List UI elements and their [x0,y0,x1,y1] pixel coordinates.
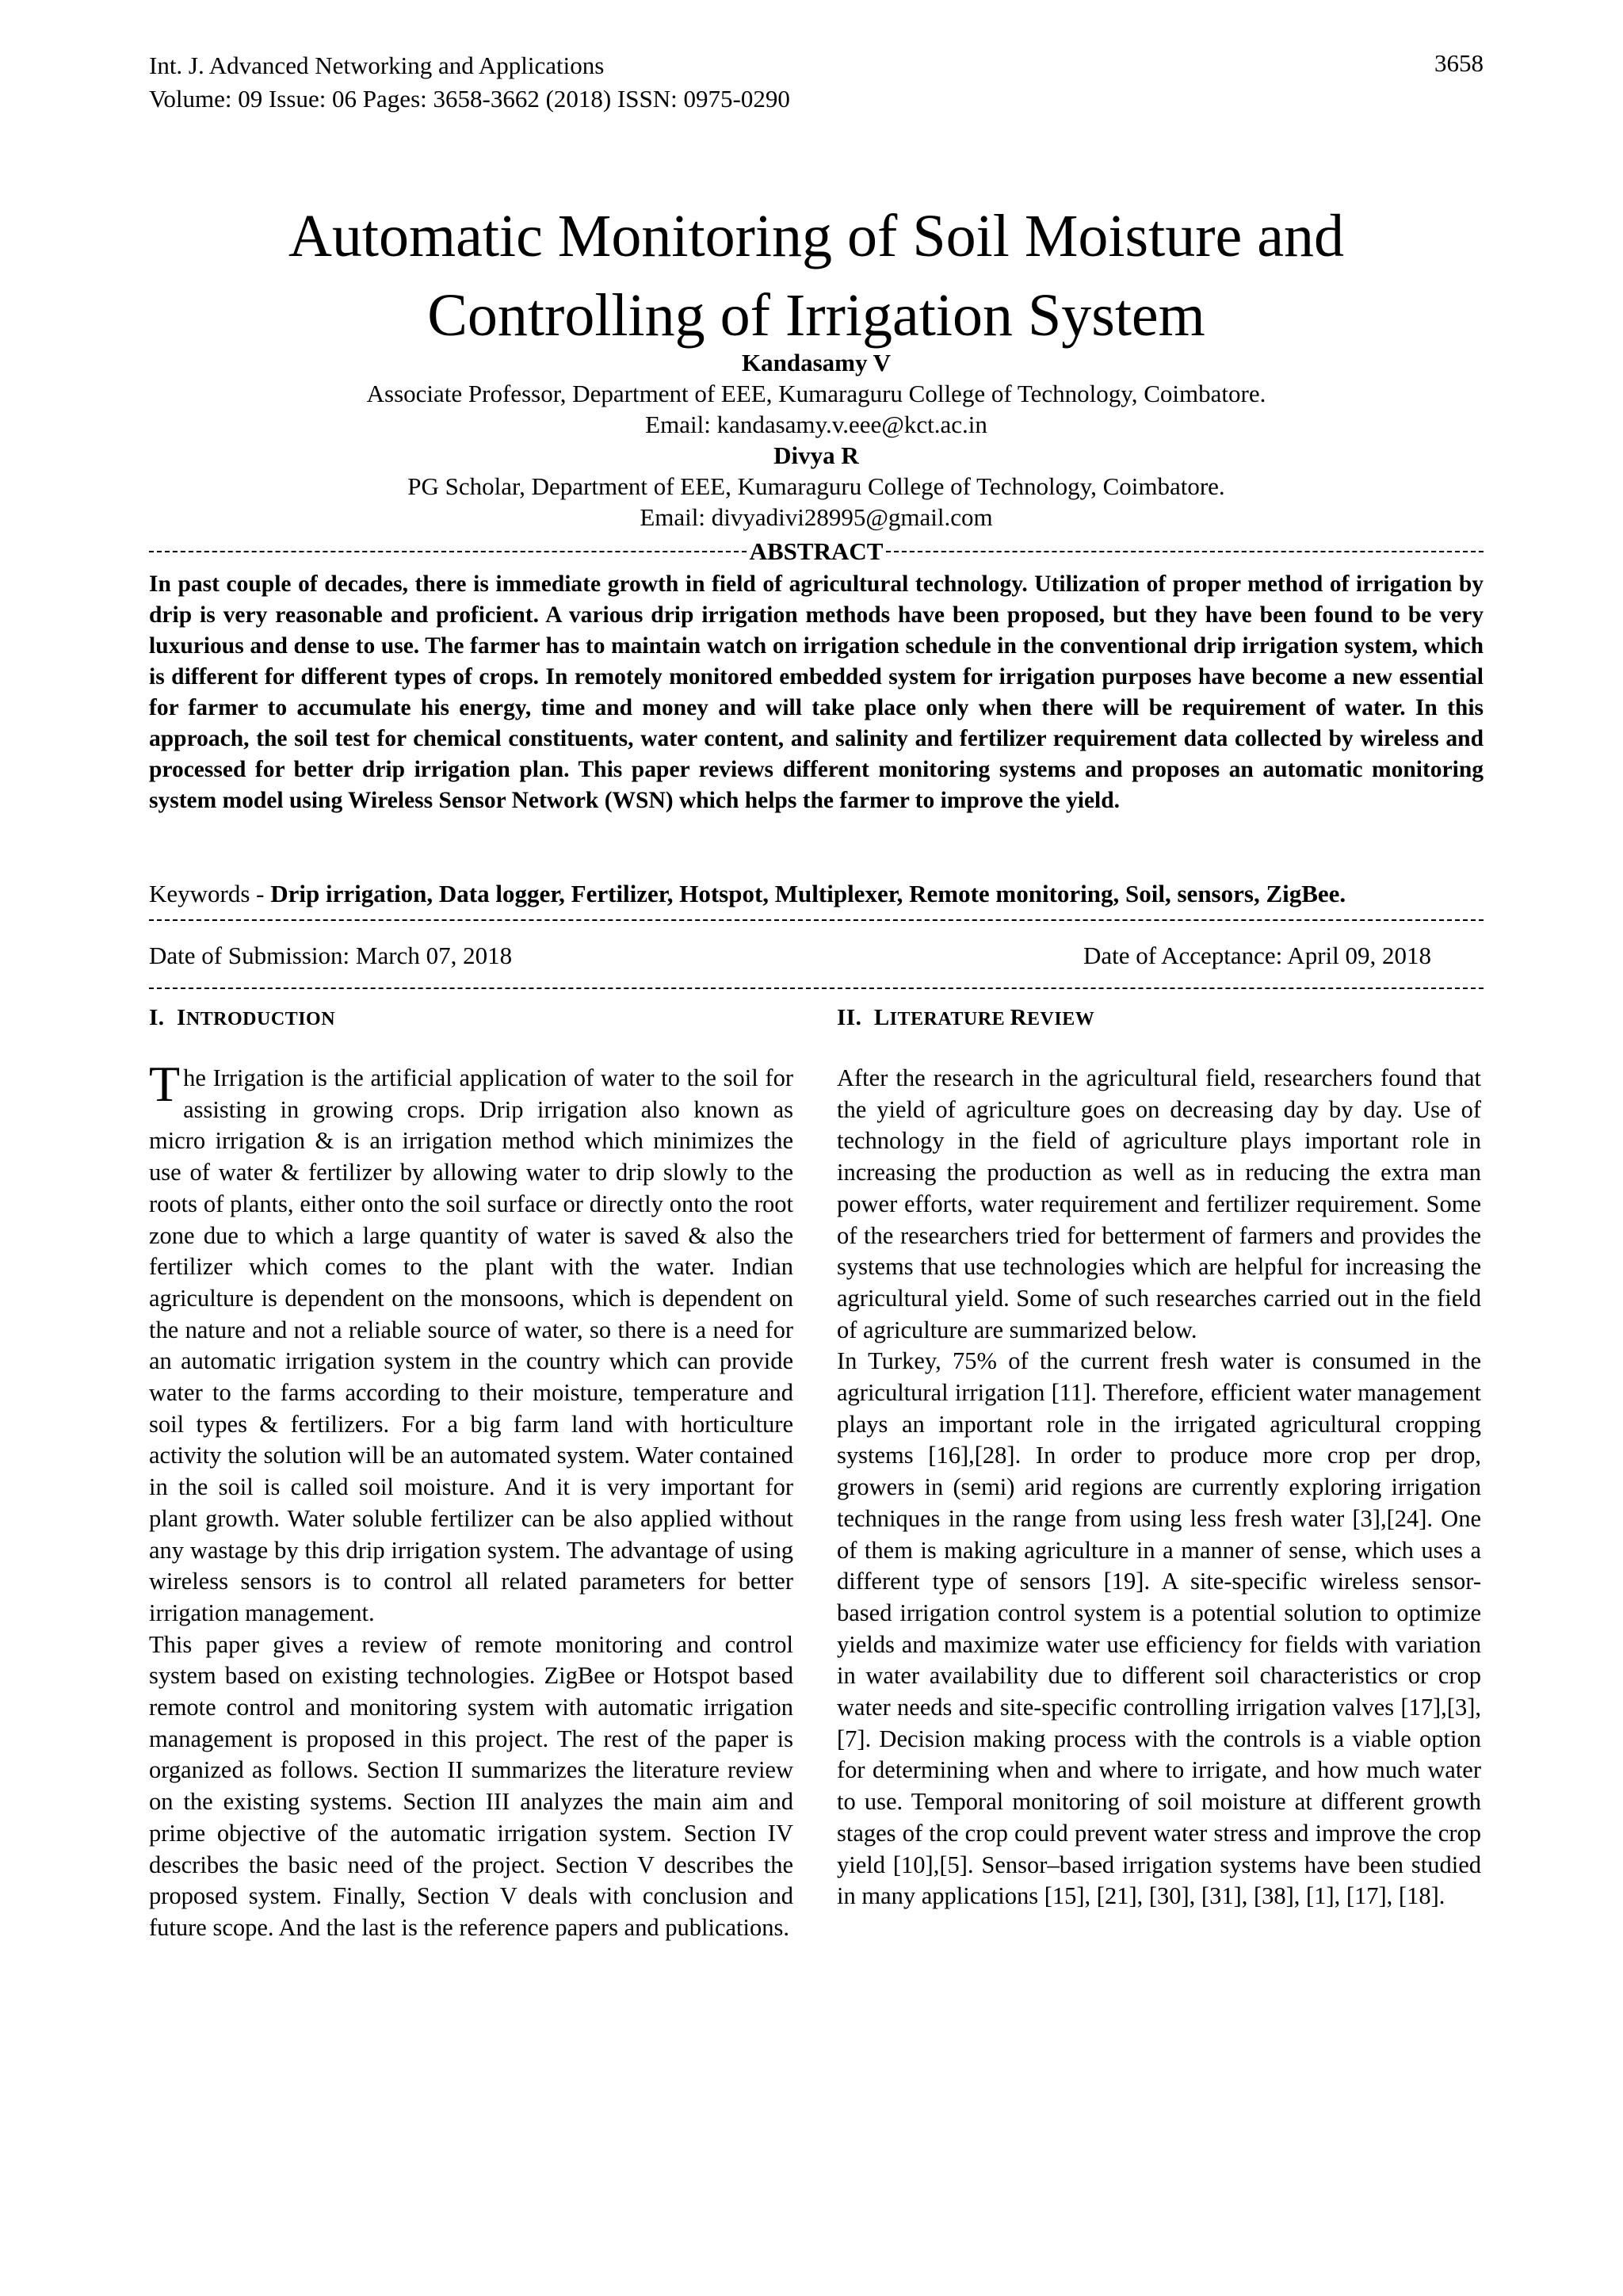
page-number: 3658 [1434,49,1484,77]
journal-volume: Volume: 09 Issue: 06 Pages: 3658-3662 (2018) ISSN: 0975-0290 [149,85,790,113]
literature-paragraph: After the research in the agricultural field, researchers found that the yield of agriculture goes on decreasing day by day. Use of technology in the field of agriculture plays important role in increasing the production as well as in reducing the extra man power efforts, water requirement and fertilizer requirement. Some of the researchers tried for betterment of farmers and provides the systems that use technologies which are helpful for increasing the agricultural yield. Some of such researches carried out in the field of agriculture are summarized below. [837,1064,1481,1343]
author-email: Email: kandasamy.v.eee@kct.ac.in [645,411,987,438]
author-block [149,347,1484,533]
title-line-2: Controlling of Irrigation System [427,282,1205,349]
abstract-rule [149,536,1484,567]
keywords [149,878,1484,910]
dashed-divider [149,919,1484,921]
literature-paragraph: In Turkey, 75% of the current fresh water is consumed in the agricultural irrigation [11]. Therefore, efficient water management plays an important role in the irrigated agricultural cropping systems [16],[28]. In order to produce more crop per drop, growers in (semi) arid regions are currently exploring irrigation techniques in the range from using less fresh water [3],[24]. One of them is making agriculture in a manner of sense, which uses a different type of sensors [19]. A site-specific wireless sensor-based irrigation control system is a potential solution to optimize yields and maximize water use efficiency for fields with variation in water availability due to different soil characteristics or crop water needs and site-specific controlling irrigation valves [17],[3],[7]. Decision making process with the controls is a viable option for determining when and where to irrigate, and how much water to use. Temporal monitoring of soil moisture at different growth stages of the crop could prevent water stress and improve the crop yield [10],[5]. Sensor–based irrigation systems have been studied in many applications [15], [21], [30], [31], [38], [1], [17], [18]. [837,1347,1481,1910]
keywords-list: Drip irrigation, Data logger, Fertilizer, Hotspot, Multiplexer, Remote monitoring, Soil, sensors, ZigBee. [270,880,1346,907]
author-affiliation: PG Scholar, Department of EEE, Kumaraguru College of Technology, Coimbatore. [407,472,1225,500]
keywords-label: Keywords - [149,880,271,907]
dashed-divider [886,551,1484,552]
right-column [837,1005,1481,1912]
section-heading-literature-review: II. LITERATURE REVIEW [837,1005,1095,1030]
section-heading-introduction: I. INTRODUCTION [149,1005,336,1030]
left-column [149,1005,793,1944]
journal-header [149,49,790,116]
abstract-heading: ABSTRACT [749,537,884,565]
journal-name: Int. J. Advanced Networking and Applications [149,52,605,79]
submission-date: Date of Submission: March 07, 2018 [149,942,513,969]
drop-cap: T [149,1056,181,1112]
intro-paragraph: This paper gives a review of remote monitoring and control system based on existing technologies. ZigBee or Hotspot based remote control and monitoring system with automatic irrigation management is proposed in this project. The rest of the paper is organized as follows. Section II summarizes the literature review on the existing systems. Section III analyzes the main aim and prime objective of the automatic irrigation system. Section IV describes the basic need of the project. Section V describes the proposed system. Finally, Section V deals with conclusion and future scope. And the last is the reference papers and publications. [149,1630,793,1941]
acceptance-date: Date of Acceptance: April 09, 2018 [1083,942,1431,969]
dashed-divider [149,988,1484,989]
dates-row [149,942,1431,970]
author-name: Kandasamy V [741,349,892,376]
author-affiliation: Associate Professor, Department of EEE, Kumaraguru College of Technology, Coimbatore. [366,380,1266,407]
author-name: Divya R [773,441,859,469]
author-email: Email: divyadivi28995@gmail.com [640,503,993,531]
intro-paragraph: The Irrigation is the artificial application of water to the soil for assisting in growing crops. Drip irrigation also known as micro irrigation & is an irrigation method which minimizes the use of water & fertilizer by allowing water to drip slowly to the roots of plants, either onto the soil surface or directly onto the root zone due to which a large quantity of water is saved & also the fertilizer which comes to the plant with the water. Indian agriculture is dependent on the monsoons, which is dependent on the nature and not a reliable source of water, so there is a need for an automatic irrigation system in the country which can provide water to the farms according to their moisture, temperature and soil types & fertilizers. For a big farm land with horticulture activity the solution will be an automated system. Water contained in the soil is called soil moisture. And it is very important for plant growth. Water soluble fertilizer can be also applied without any wastage by this drip irrigation system. The advantage of using wireless sensors is to control all related parameters for better irrigation management. [149,1056,793,1626]
title-line-1: Automatic Monitoring of Soil Moisture and [288,203,1344,269]
dashed-divider [149,551,747,552]
abstract-text: In past couple of decades, there is immediate growth in field of agricultural technology. Utilization of proper method of irrigation by drip is very reasonable and proficient. A various drip irrigation methods have been proposed, but they have been found to be very luxurious and dense to use. The farmer has to maintain watch on irrigation schedule in the conventional drip irrigation system, which is different for different types of crops. In remotely monitored embedded system for irrigation purposes have become a new essential for farmer to accumulate his energy, time and money and will take place only when there will be requirement of water. In this approach, the soil test for chemical constituents, water content, and salinity and fertilizer requirement data collected by wireless and processed for better drip irrigation plan. This paper reviews different monitoring systems and proposes an automatic monitoring system model using Wireless Sensor Network (WSN) which helps the farmer to improve the yield. [149,571,1484,813]
paper-title [149,197,1484,355]
